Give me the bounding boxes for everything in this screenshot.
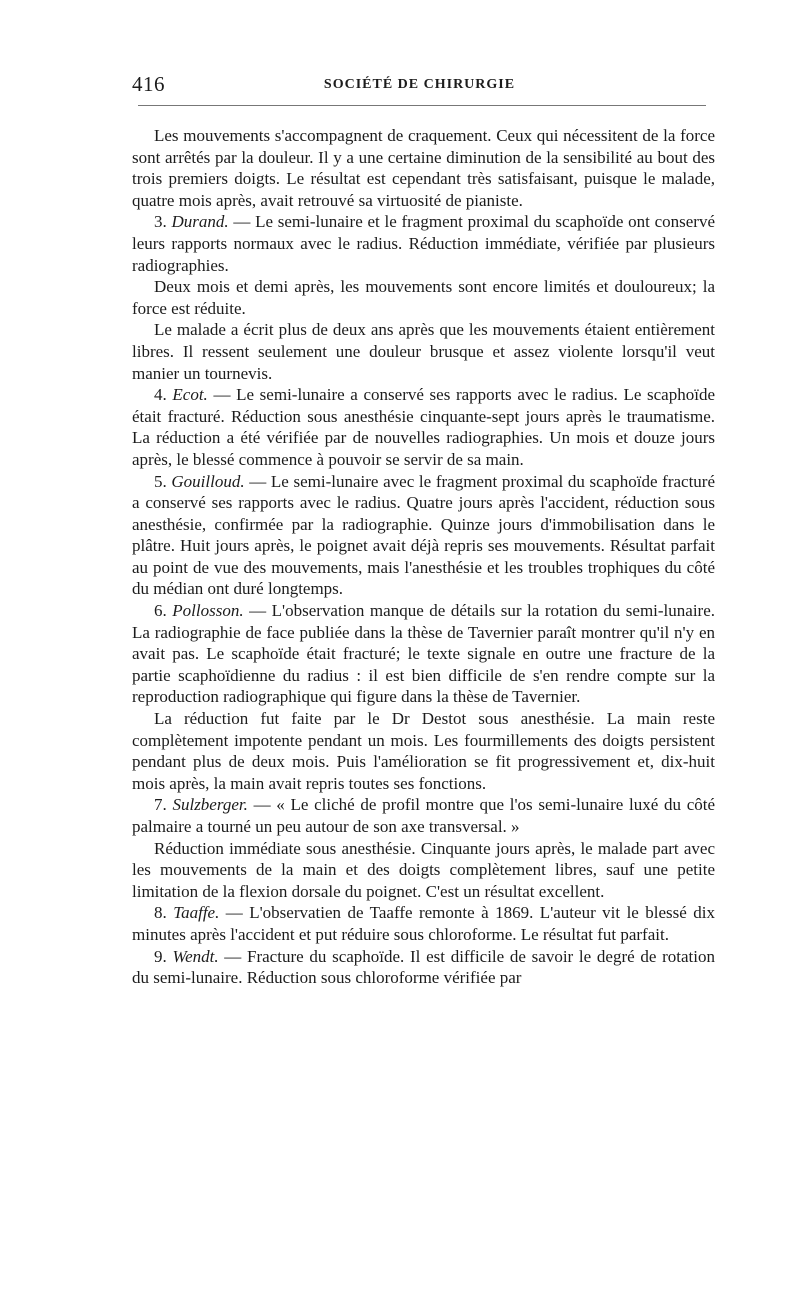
author-name: Durand. <box>171 212 229 232</box>
paragraph-text: La réduction fut faite par le Dr Destot sous anesthésie. La main reste complètement impotente pendant un mois. Les fourmillements des doigts persistent pendant plus de deux mois. Puis l'amélioration se fit progressivement et, dix-huit mois après, la main avait repris toutes ses fonctions. <box>132 709 715 793</box>
paragraph-text: — Le semi-lunaire et le fragment proximal du scaphoïde ont conservé leurs rapports normaux avec le radius. Réduction immédiate, vérifiée par plusieurs radiographies. <box>132 212 715 275</box>
observation-number: 6. <box>154 601 173 621</box>
body-text <box>132 125 715 989</box>
paragraph-text: Les mouvements s'accompagnent de craquement. Ceux qui nécessitent de la force sont arrêtés par la douleur. Il y a une certaine diminution de la sensibilité au bout des trois premiers doigts. Le résultat est cependant très satisfaisant, puisque le malade, quatre mois après, avait retrouvé sa virtuosité de pianiste. <box>132 126 715 210</box>
paragraph <box>132 946 715 989</box>
paragraph <box>132 384 715 470</box>
header-rule <box>138 105 706 106</box>
author-name: Sulzberger. <box>172 795 248 815</box>
paragraph <box>132 794 715 837</box>
paragraph-text: — Fracture du scaphoïde. Il est difficile de savoir le degré de rotation du semi-lunaire. Réduction sous chloroforme vérifiée par <box>132 946 715 988</box>
paragraph <box>132 319 715 384</box>
page-number: 416 <box>132 72 165 96</box>
paragraph-text: — L'observatien de Taaffe remonte à 1869. L'auteur vit le blessé dix minutes après l'accident et put réduire sous chloroforme. Le résultat fut parfait. <box>132 903 716 944</box>
paragraph <box>132 600 715 708</box>
running-title: SOCIÉTÉ DE CHIRURGIE <box>323 77 516 92</box>
observation-number: 9. <box>154 946 173 966</box>
paragraph-text: Réduction immédiate sous anesthésie. Cinquante jours après, le malade part avec les mouvements de la main et des doigts complètement libres, sauf une petite limitation de la flexion dorsale du poignet. C'est un résultat excellent. <box>132 838 715 901</box>
paragraph-text: — « Le cliché de profil montre que l'os semi-lunaire luxé du côté palmaire a tourné un peu autour de son axe transversal. » <box>132 795 716 836</box>
observation-number: 4. <box>154 385 173 405</box>
paragraph <box>132 211 715 276</box>
author-name: Gouilloud. <box>171 471 245 491</box>
paragraph <box>132 276 715 319</box>
observation-number: 3. <box>154 212 172 232</box>
paragraph <box>132 708 715 794</box>
paragraph <box>132 125 715 211</box>
page-header <box>127 68 712 98</box>
author-name: Ecot. <box>172 385 208 405</box>
observation-number: 7. <box>154 795 173 815</box>
paragraph <box>132 471 715 601</box>
author-name: Pollosson. <box>172 601 244 621</box>
observation-number: 8. <box>154 903 174 923</box>
observation-number: 5. <box>154 471 172 491</box>
paragraph-text: — Le semi-lunaire a conservé ses rapports avec le radius. Le scaphoïde était fracturé. Réduction sous anesthésie cinquante-sept jours après le traumatisme. La réduction a été vérifiée par de nouvelles radiographies. Un mois et douze jours après, le blessé commence à pouvoir se servir de sa main. <box>132 385 716 469</box>
author-name: Taaffe. <box>173 903 220 923</box>
paragraph-text: — Le semi-lunaire avec le fragment proximal du scaphoïde fracturé a conservé ses rapports avec le radius. Quatre jours après l'accident, réduction sous anesthésie, confirmée par la radiographie. Quinze jours d'immobilisation dans le plâtre. Huit jours après, le poignet avait déjà repris ses mouvements. Résultat parfait au point de vue des mouvements, mais l'anesthésie et les troubles trophiques du côté du médian ont duré longtemps. <box>132 471 715 599</box>
author-name: Wendt. <box>172 946 219 966</box>
paragraph-text: Le malade a écrit plus de deux ans après que les mouvements étaient entièrement libres. Il ressent seulement une douleur brusque et assez violente lorsqu'il veut manier un tournevis. <box>132 320 715 383</box>
paragraph <box>132 902 715 945</box>
paragraph <box>132 838 715 903</box>
paragraph-text: — L'observation manque de détails sur la rotation du semi-lunaire. La radiographie de face publiée dans la thèse de Tavernier paraît montrer qu'il n'y en avait pas. Le scaphoïde était fracturé; le texte signale en outre une fracture de la partie scaphoïdienne du radius : il est bien difficile de s'en rendre compte sur la reproduction radiographique qui figure dans la thèse de Tavernier. <box>132 601 715 707</box>
paragraph-text: Deux mois et demi après, les mouvements sont encore limités et douloureux; la force est réduite. <box>132 277 715 318</box>
